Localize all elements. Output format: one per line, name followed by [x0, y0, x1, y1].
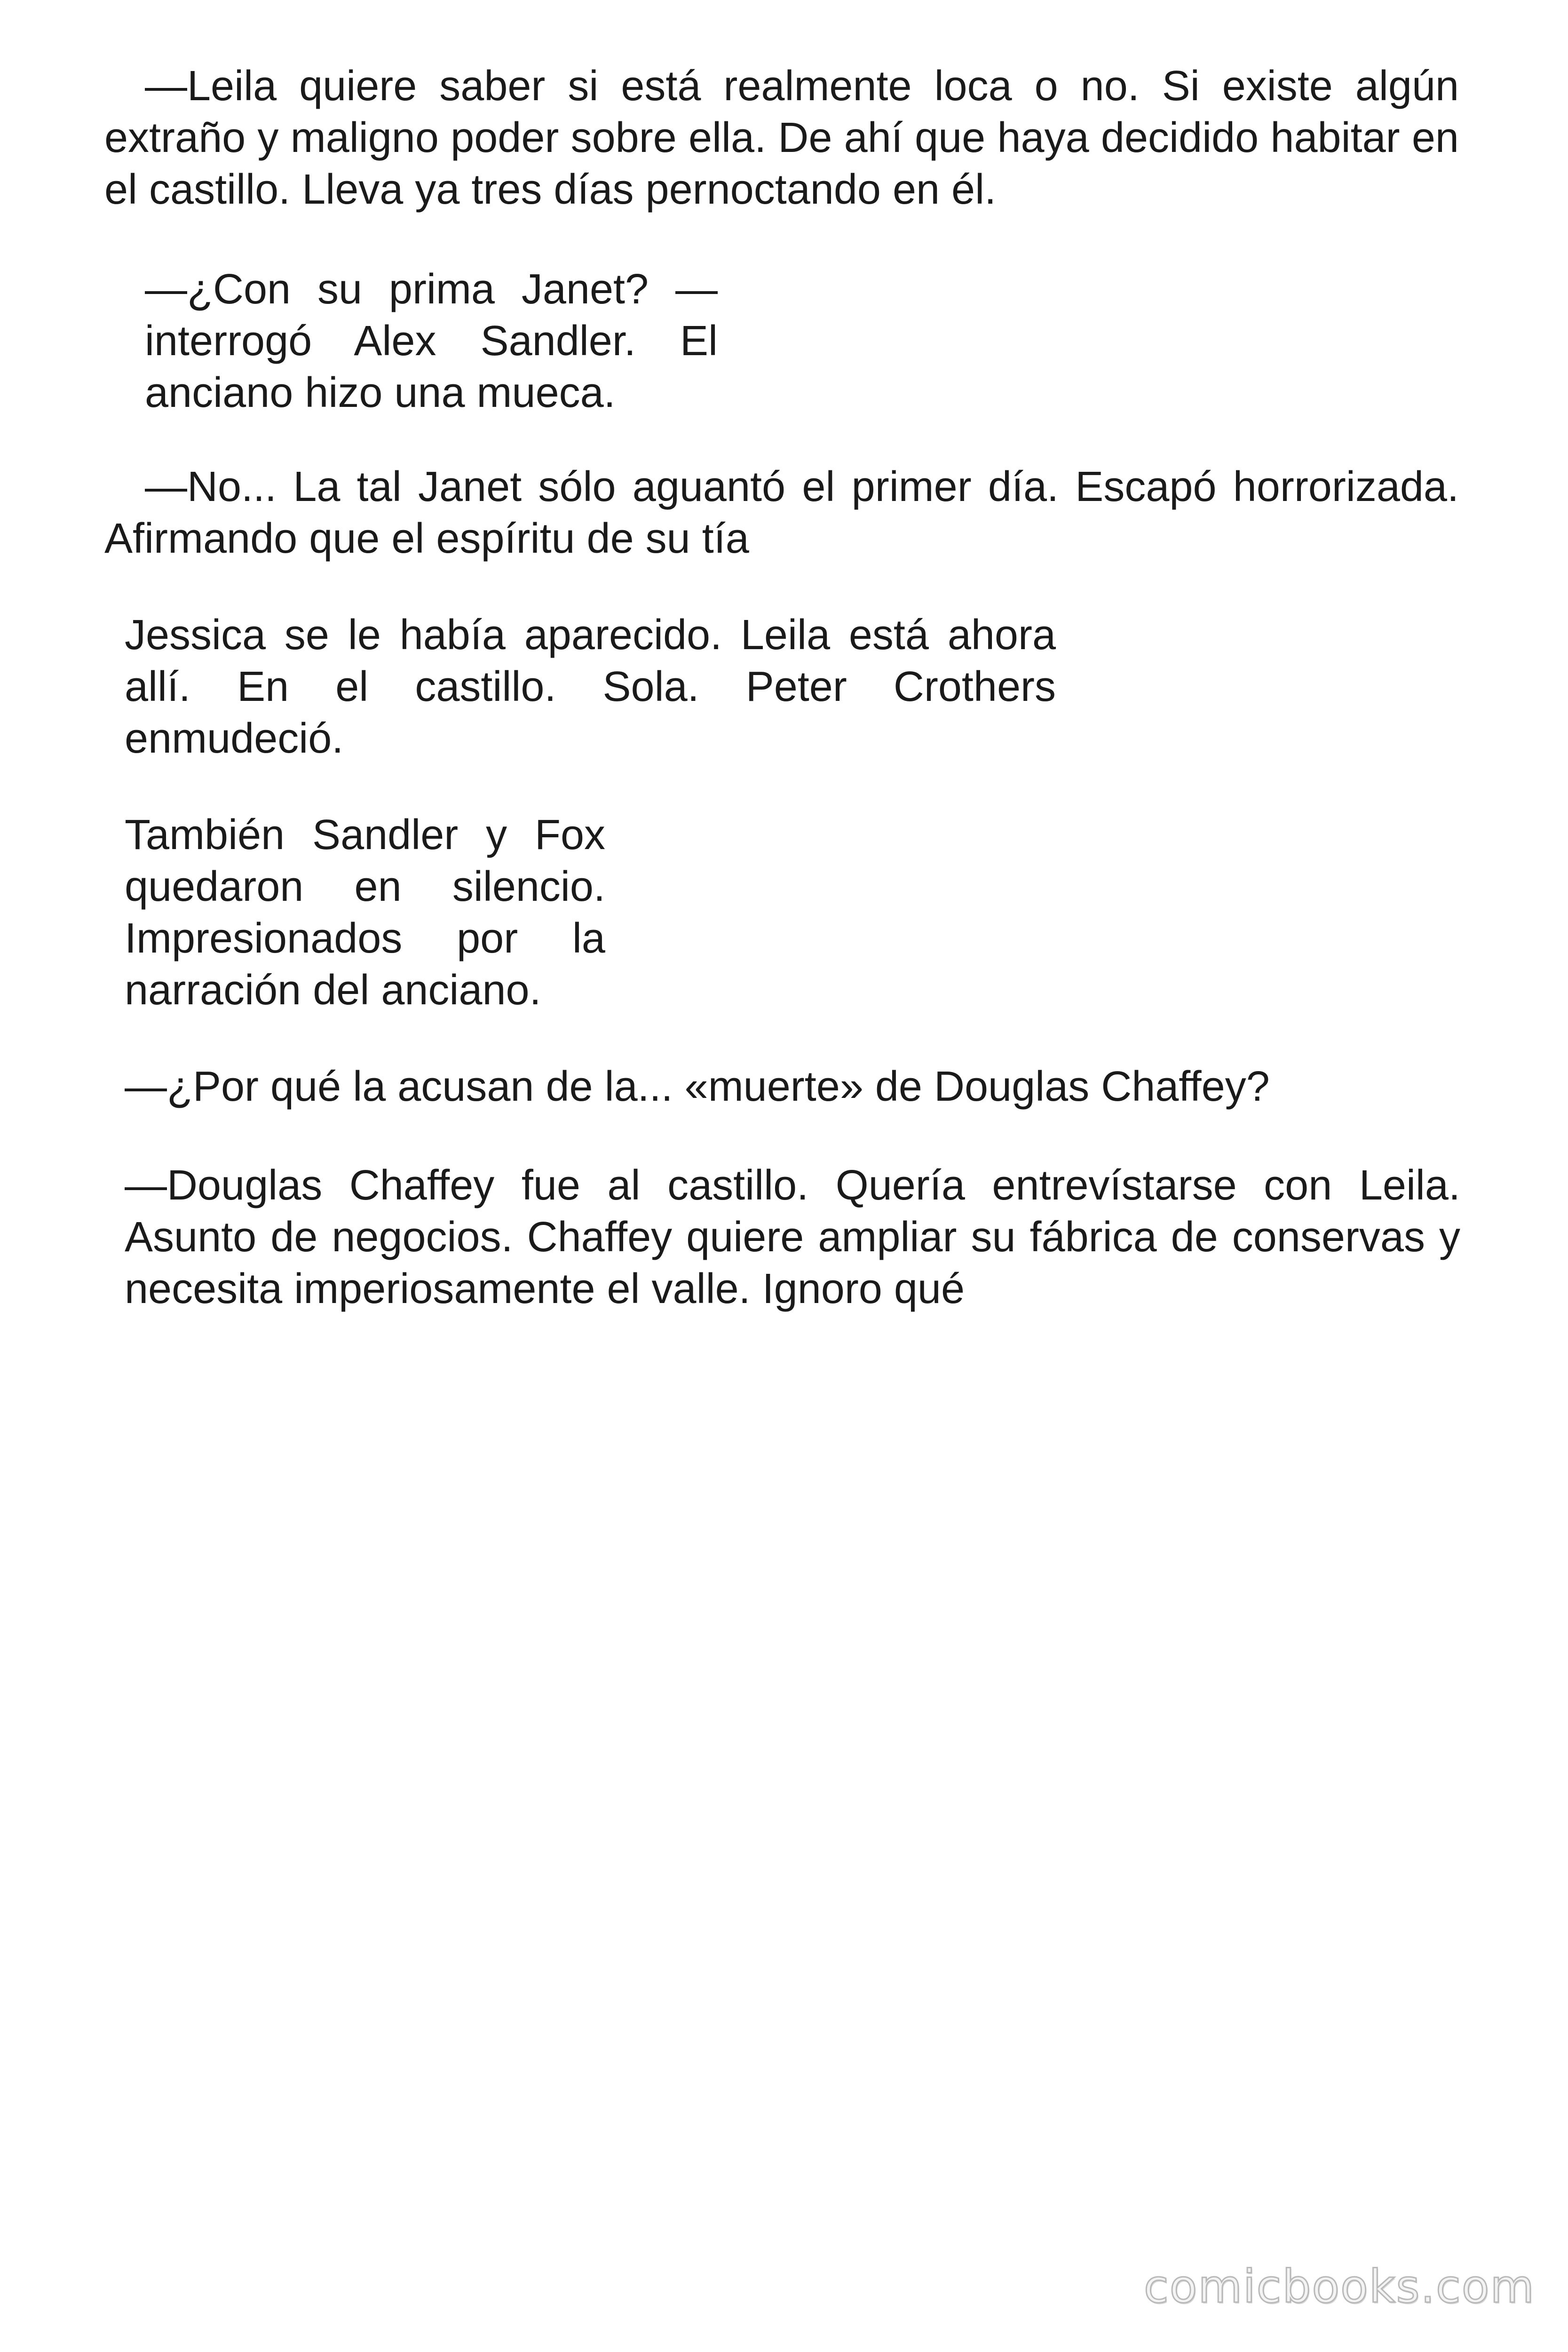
paragraph-sandler-fox-silencio: También Sandler y Fox quedaron en silencio. Impresionados por la narración del anciano.	[125, 811, 605, 1014]
paragraph-jessica-aparecido: Jessica se le había aparecido. Leila está ahora allí. En el castillo. Sola. Peter Crothers enmudeció.	[125, 612, 1056, 762]
paragraph-leila-quiere-saber: —Leila quiere saber si está realmente loca o no. Si existe algún extraño y maligno poder sobre ella. De ahí que haya decidido habitar en el castillo. Lleva ya tres días pernoctando en él.	[104, 63, 1459, 213]
paragraph-por-que-acusan: —¿Por qué la acusan de la... «muerte» de Douglas Chaffey?	[125, 1063, 1270, 1110]
paragraph-janet-escapo: —No... La tal Janet sólo aguantó el primer día. Escapó horrorizada. Afirmando que el espíritu de su tía	[104, 463, 1459, 562]
paragraph-douglas-chaffey: —Douglas Chaffey fue al castillo. Quería entrevístarse con Leila. Asunto de negocios. Chaffey quiere ampliar su fábrica de conservas y necesita imperiosamente el valle. Ignoro qué	[125, 1162, 1460, 1312]
paragraph-con-su-prima: —¿Con su prima Janet? —interrogó Alex Sandler. El anciano hizo una mueca.	[145, 266, 718, 416]
watermark: comicbooks.com	[1143, 2260, 1535, 2313]
